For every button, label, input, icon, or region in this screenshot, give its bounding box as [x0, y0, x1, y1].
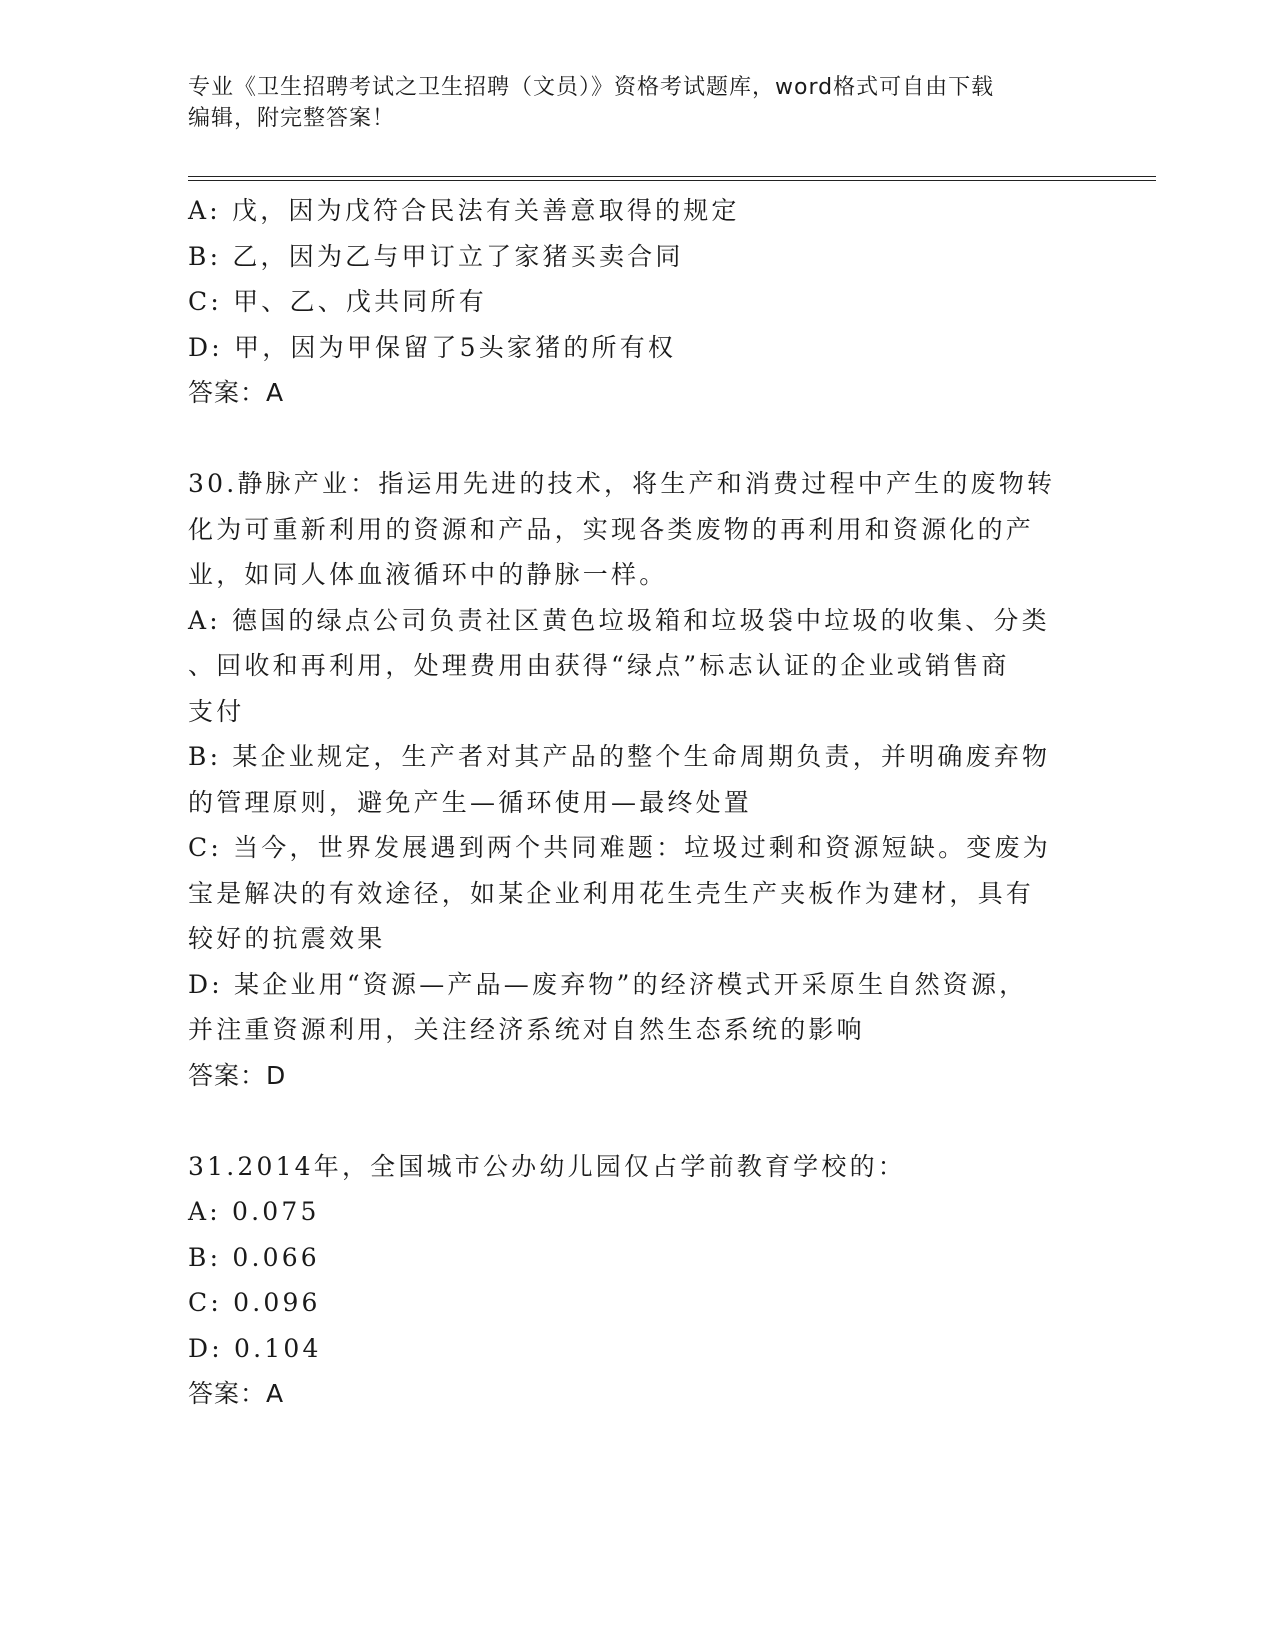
option-d: D: 甲，因为甲保留了5头家猪的所有权	[188, 332, 677, 362]
option-b: B: 乙，因为乙与甲订立了家猪买卖合同	[188, 241, 684, 271]
question-stem: 化为可重新利用的资源和产品，实现各类废物的再利用和资源化的产	[188, 514, 1035, 544]
answer: 答案：A	[188, 1379, 285, 1408]
option-a: A: 0.075	[188, 1197, 320, 1226]
option-c: C: 0.096	[188, 1288, 321, 1317]
option-b: B: 某企业规定，生产者对其产品的整个生命周期负责，并明确废弃物	[188, 742, 1051, 771]
question-stem: 业，如同人体血液循环中的静脉一样。	[188, 560, 668, 589]
question-29	[188, 188, 1078, 416]
option-b: B: 0.066	[188, 1242, 320, 1272]
header-line: 专业《卫生招聘考试之卫生招聘（文员）》资格考试题库，word格式可自由下载	[188, 75, 995, 100]
option-c: 宝是解决的有效途径，如某企业利用花生壳生产夹板作为建材，具有	[188, 878, 1035, 908]
question-30	[188, 461, 1078, 1098]
option-d: 并注重资源利用，关注经济系统对自然生态系统的影响	[188, 1015, 865, 1044]
option-d: D: 某企业用“资源—产品—废弃物”的经济模式开采原生自然资源，	[188, 969, 1028, 999]
option-a: 支付	[188, 696, 245, 726]
question-content	[188, 188, 1078, 1417]
option-d: D: 0.104	[188, 1333, 322, 1363]
option-a: A: 戊，因为戊符合民法有关善意取得的规定	[188, 196, 740, 225]
option-b: 的管理原则，避免产生—循环使用—最终处置	[188, 787, 753, 817]
question-31	[188, 1144, 1078, 1417]
option-a: 、回收和再利用，处理费用由获得“绿点”标志认证的企业或销售商	[188, 651, 1010, 680]
header-divider	[188, 176, 1156, 181]
answer: 答案：A	[188, 378, 285, 407]
option-c: C: 甲、乙、戊共同所有	[188, 287, 487, 316]
header-line: 编辑，附完整答案！	[188, 106, 396, 131]
option-a: A: 德国的绿点公司负责社区黄色垃圾箱和垃圾袋中垃圾的收集、分类	[188, 605, 1050, 635]
document-header	[188, 72, 1068, 134]
option-c: 较好的抗震效果	[188, 924, 386, 953]
question-stem: 31.2014年，全国城市公办幼儿园仅占学前教育学校的：	[188, 1151, 906, 1181]
question-stem: 30.静脉产业：指运用先进的技术，将生产和消费过程中产生的废物转	[188, 469, 1056, 498]
option-c: C: 当今，世界发展遇到两个共同难题：垃圾过剩和资源短缺。变废为	[188, 833, 1051, 862]
answer: 答案：D	[188, 1060, 287, 1090]
